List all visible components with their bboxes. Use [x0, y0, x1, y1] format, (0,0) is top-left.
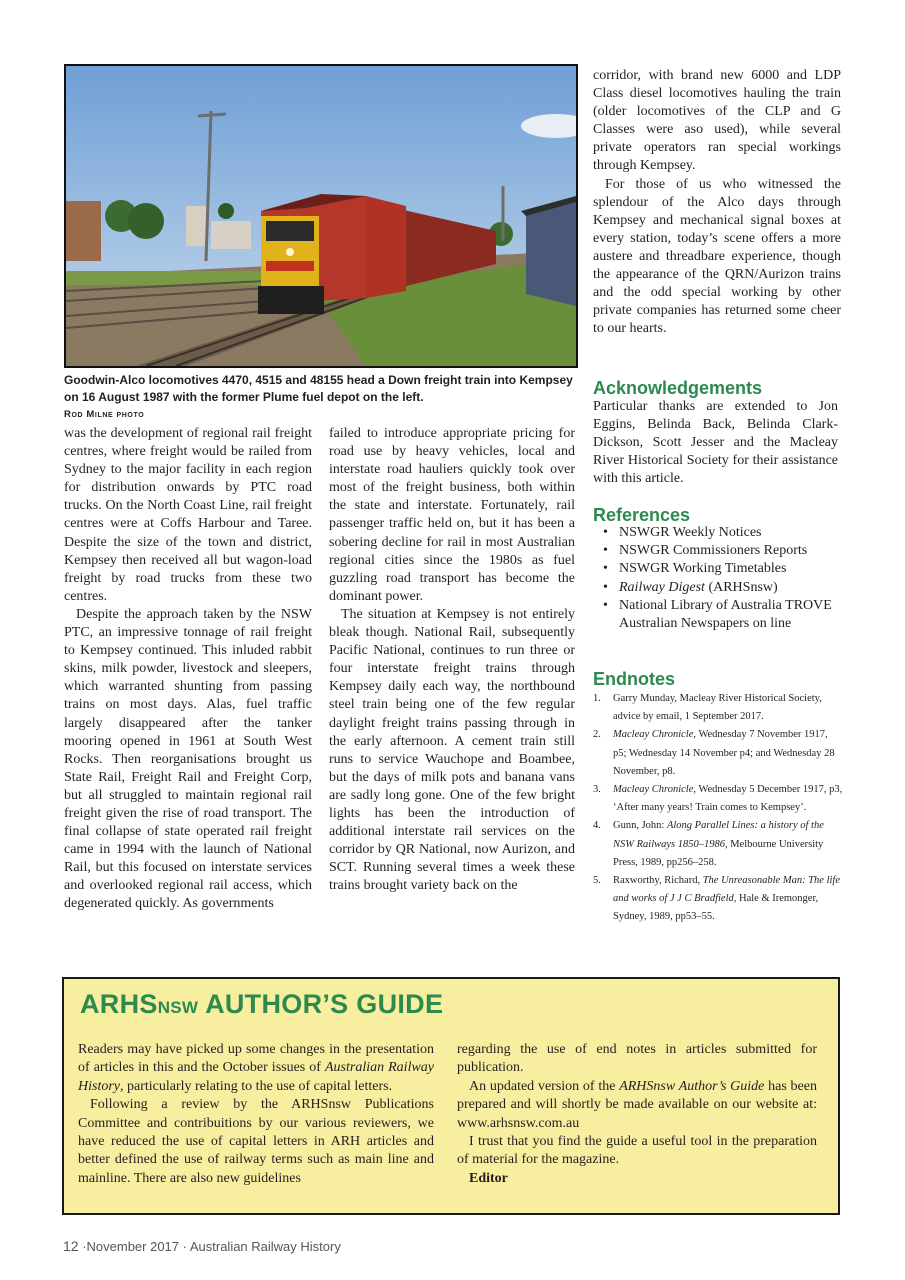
body-paragraph: corridor, with brand new 6000 and LDP Class diesel locomotives hauling the train (older locomotives of the CLP and G Classes were aso used), while several private operators ran special workings through Kempsey.: [593, 68, 841, 174]
body-column-2: [329, 425, 575, 895]
author-guide-column-1: [78, 1041, 434, 1188]
references-heading: References: [593, 505, 691, 525]
caption-text: Goodwin-Alco locomotives 4470, 4515 and 48155 head a Down freight train into Kempsey on 16 August 1987 with the former Plume fuel depot on the left.: [64, 373, 573, 404]
reference-item: • NSWGR Weekly Notices: [593, 524, 841, 542]
page-footer: [63, 1238, 341, 1254]
reference-item: • NSWGR Commissioners Reports: [593, 542, 841, 560]
photo-caption: [64, 372, 579, 423]
guide-paragraph: An updated version of the ARHSnsw Author’s Guide has been prepared and will shortly be made available on our website at: www.arhsnsw.com.au: [457, 1078, 817, 1131]
endnote-item: 2. Macleay Chronicle, Wednesday 7 November 1917, p5; Wednesday 14 November p4; and Wednesday 28 November, p8.: [593, 729, 835, 777]
locomotive-photo: [64, 64, 578, 368]
references-list: [593, 524, 841, 633]
guide-paragraph: regarding the use of end notes in articles submitted for publication.: [457, 1042, 817, 1076]
guide-paragraph: Readers may have picked up some changes in the presentation of articles in this and the October issues of Australian Railway History, particularly relating to the use of capital letters.: [78, 1042, 435, 1094]
page-number: 12: [63, 1238, 79, 1254]
endnotes-heading: Endnotes: [593, 669, 676, 689]
guide-paragraph: Following a review by the ARHSnsw Publications Committee and contribuitions by our various reviewers, we have reduced the use of capital letters in ARH articles and better defined the use of railway terms such as main line and mainline. There are also new guidelines: [78, 1097, 434, 1186]
author-guide-box: [62, 977, 840, 1215]
acknowledgements-heading: Acknowledgements: [593, 378, 763, 398]
endnote-item: 4. Gunn, John: Along Parallel Lines: a history of the NSW Railways 1850–1986, Melbourne University Press, 1989, pp256–258.: [593, 820, 824, 868]
author-guide-column-2: [457, 1041, 817, 1188]
body-paragraph: was the development of regional rail freight centres, where freight would be railed from Sydney to the major facility in each region for distribution onwards by PTC road trucks. On the North Coast Line, rail freight centres were at Coffs Harbour and Taree. Despite the size of the town and district, Kempsey then received all but wagon-load freight by road trucks from these two centres.: [64, 426, 312, 604]
endnotes-list: [593, 690, 843, 927]
reference-item: • National Library of Australia TROVE Australian Newspapers on line: [593, 597, 841, 633]
body-paragraph: Despite the approach taken by the NSW PTC, an impressive tonnage of rail freight to Kempsey continued. This inluded rabbit skins, milk powder, livestock and sleepers, which warranted shunting from passing trains on most days. Alas, fuel traffic largely disappeared after the tanker mooring opened in 1961 at South West Rocks. Then reorganisations brought us State Rail, Freight Rail and Freight Corp, but all struggled to maintain regional rail freight given the rise of road transport. The final collapse of state operated rail freight came in 1994 with the launch of National Rail, but this focused on interstate services and overlooked regional rail access, which degenerated quickly. As governments: [64, 606, 312, 912]
endnote-item: 1. Garry Munday, Macleay River Historical Society, advice by email, 1 September 2017.: [593, 693, 822, 723]
body-paragraph: For those of us who witnessed the splendour of the Alco days through Kempsey and mechanical signal boxes at every station, today’s scene offers a more austere and threadbare experience, though the appearance of the QRN/Aurizon trains and the odd special working by other private companies has returned some cheer to our hearts.: [593, 176, 841, 337]
body-column-3: [593, 67, 841, 338]
endnote-item: 3. Macleay Chronicle, Wednesday 5 December 1917, p3, ‘After many years! Train comes to Kempsey’.: [593, 784, 843, 814]
author-guide-title: ARHSNSW AUTHOR’S GUIDE: [80, 989, 444, 1019]
acknowledgements-text: Particular thanks are extended to Jon Eggins, Belinda Back, Belinda Clark-Dickson, Scott Jesser and the Macleay River Historical Society for their assistance with this article.: [593, 399, 838, 487]
photo-credit: Rod Milne photo: [64, 409, 145, 420]
endnote-item: 5. Raxworthy, Richard, The Unreasonable Man: The life and works of J J C Bradfield, Hale & Iremonger, Sydney, 1989, pp53–55.: [593, 875, 840, 923]
body-column-1: [64, 425, 312, 914]
reference-item: • NSWGR Working Timetables: [593, 560, 841, 578]
guide-signoff: Editor: [469, 1170, 508, 1186]
guide-paragraph: I trust that you find the guide a useful tool in the preparation of material for the magazine.: [457, 1134, 817, 1168]
body-paragraph: The situation at Kempsey is not entirely bleak though. National Rail, subsequently Pacific National, continues to run three or four interstate freight trains through Kempsey daily each way, the northbound steel train being one of the few regular daylight freight trains passing through in the early afternoon. A cement train still runs to service Wauchope and Boambee, but the days of milk pots and banana vans are sadly long gone. One of the few bright lights has been the introduction of additional interstate rail services on the corridor by QR National, now Aurizon, and SCT. Running several times a week these trains brought variety back on the: [329, 606, 575, 894]
body-paragraph: failed to introduce appropriate pricing for road use by heavy vehicles, local and interstate road hauliers quickly took over most of the freight business, both within the state and interstate. Fortunately, rail passenger traffic held on, but it has been a sobering decline for rail in most Australian regional cities since the 1980s as fuel guzzling road transport has become the dominant power.: [329, 426, 575, 604]
reference-item: • Railway Digest (ARHSnsw): [593, 579, 841, 597]
footer-issue: ·November 2017 · Australian Railway History: [78, 1239, 341, 1254]
